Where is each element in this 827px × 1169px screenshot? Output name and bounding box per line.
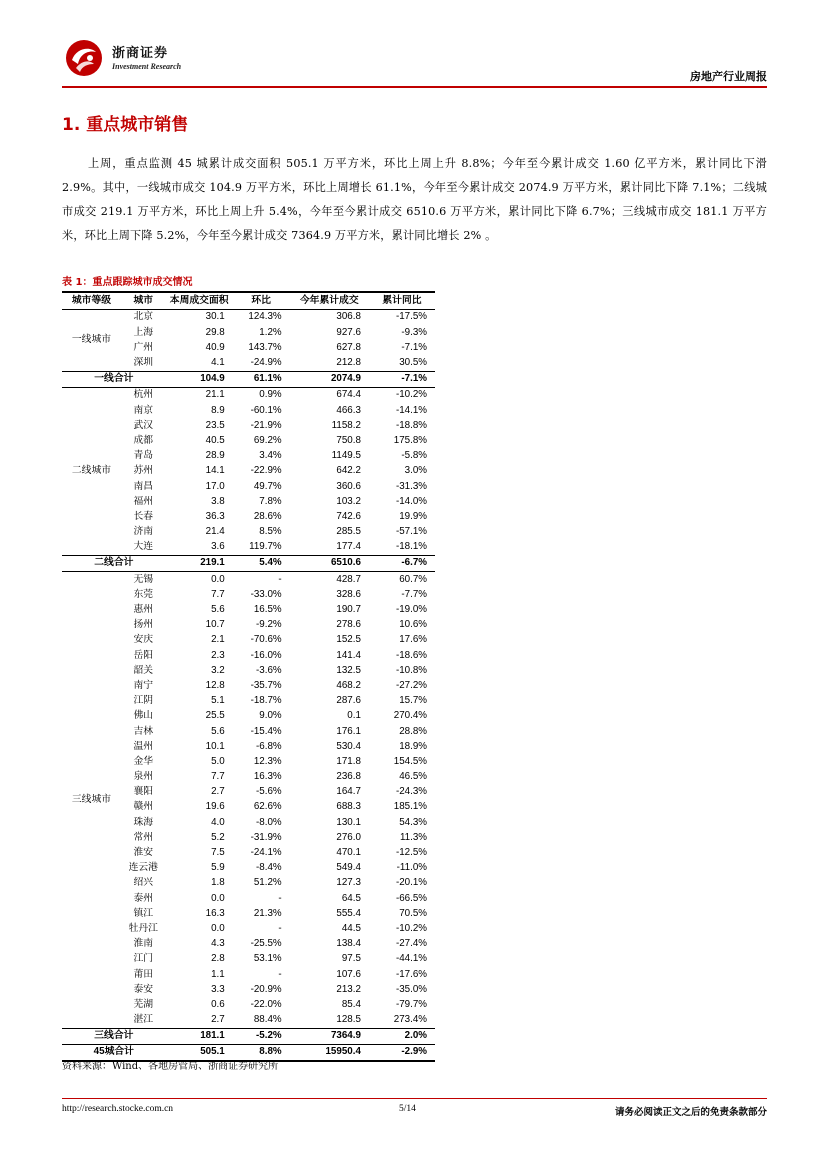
wow-change: 62.6% — [253, 801, 282, 813]
subtotal-ytd-area: 6510.6 — [290, 556, 369, 572]
weekly-area: 2.3 — [211, 649, 225, 661]
ytd-yoy: 273.4% — [393, 1014, 427, 1026]
city-name: 上海 — [133, 326, 154, 338]
city-name: 温州 — [133, 740, 154, 752]
ytd-yoy: 11.3% — [399, 831, 427, 843]
subtotal-ytd-yoy: 2.0% — [369, 1028, 435, 1044]
header-weekly-area: 本周成交面积 — [166, 292, 233, 310]
wow-change: 51.2% — [253, 877, 282, 889]
ytd-area: 127.3 — [336, 877, 361, 889]
table-row — [62, 310, 435, 326]
data-source: 资料来源：Wind、各地房管局、浙商证券研究所 — [62, 1061, 279, 1072]
wow-change: -31.9% — [250, 831, 282, 843]
ytd-yoy: 70.5% — [399, 907, 427, 919]
city-name: 杭州 — [133, 389, 154, 401]
ytd-yoy: -14.1% — [395, 404, 427, 416]
weekly-area: 21.1 — [205, 389, 225, 401]
ytd-area: 642.2 — [336, 465, 361, 477]
ytd-yoy: -12.5% — [395, 847, 427, 859]
wow-change: -22.9% — [250, 465, 282, 477]
city-name: 牡丹江 — [128, 922, 158, 934]
wow-change: -8.0% — [256, 816, 282, 828]
ytd-yoy: 154.5% — [393, 755, 427, 767]
ytd-area: 177.4 — [336, 541, 361, 553]
wow-change: 12.3% — [253, 755, 282, 767]
ytd-area: 466.3 — [336, 404, 361, 416]
wow-change: -8.4% — [256, 862, 282, 874]
city-name: 绍兴 — [133, 877, 154, 889]
city-name: 赣州 — [133, 801, 154, 813]
table-caption: 表 1：重点跟踪城市成交情况 — [62, 277, 193, 288]
wow-change: 119.7% — [249, 541, 282, 553]
weekly-area: 5.1 — [211, 695, 225, 707]
wow-change: 88.4% — [253, 1014, 282, 1026]
wow-change: -21.9% — [250, 419, 282, 431]
city-name: 深圳 — [133, 357, 154, 369]
city-name: 南昌 — [133, 480, 154, 492]
wow-change: 143.7% — [248, 341, 282, 353]
ytd-area: 285.5 — [336, 526, 361, 538]
ytd-area: 44.5 — [341, 922, 361, 934]
city-name: 泉州 — [133, 771, 154, 783]
ytd-yoy: -14.0% — [395, 495, 427, 507]
header-divider — [62, 86, 767, 88]
summary-paragraph: 上周，重点监测 45 城累计成交面积 505.1 万平方米，环比上周上升 8.8%；今年至今累计成交 1.60 亿平方米，累计同比下滑 2.9%。其中，一线城市成交 104.9 万平方米，环比上周增长 61.1%，今年至今累计成交 2074.9 万平方米，累计同比下降 7.1%；二线城市成交 219.1 万平方米，环比上周上升 5.4%，今年至今累计成交 6510.6 万平方米，累计同比下降 6.7%；三线城市成交 181.1 万平方米，环比上周下降 5.2%，今年至今累计成交 7364.9 万平方米，累计同比增长 2% 。 — [62, 157, 767, 242]
city-name: 成都 — [133, 434, 154, 446]
subtotal-label: 二线合计 — [62, 556, 166, 572]
ytd-area: 64.5 — [341, 892, 361, 904]
ytd-yoy: 185.1% — [393, 801, 427, 813]
city-name: 济南 — [133, 526, 154, 538]
ytd-yoy: -35.0% — [395, 983, 427, 995]
wow-change: 53.1% — [253, 953, 282, 965]
ytd-area: 212.8 — [336, 357, 361, 369]
wow-change: - — [278, 968, 282, 980]
header-wow: 环比 — [233, 292, 290, 310]
subtotal-weekly-area: 219.1 — [166, 556, 233, 572]
wow-change: -20.9% — [250, 983, 282, 995]
wow-change: -22.0% — [250, 998, 282, 1010]
grand-total-wow-change: 8.8% — [233, 1045, 290, 1062]
weekly-area: 3.2 — [211, 664, 225, 676]
weekly-area: 3.3 — [211, 983, 225, 995]
ytd-yoy: -18.6% — [395, 649, 427, 661]
weekly-area: 7.7 — [211, 588, 225, 600]
ytd-yoy: -27.2% — [395, 679, 427, 691]
ytd-area: 97.5 — [341, 953, 361, 965]
weekly-area: 7.7 — [211, 771, 225, 783]
weekly-area: 5.6 — [211, 604, 225, 616]
subtotal-wow-change: 61.1% — [233, 371, 290, 387]
weekly-area: 5.9 — [211, 862, 225, 874]
ytd-area: 555.4 — [336, 907, 361, 919]
ytd-area: 213.2 — [336, 983, 361, 995]
ytd-area: 287.6 — [336, 695, 361, 707]
ytd-area: 164.7 — [336, 786, 361, 798]
subtotal-label: 三线合计 — [62, 1028, 166, 1044]
city-name: 岳阳 — [133, 649, 154, 661]
page-header — [62, 36, 767, 86]
ytd-area: 138.4 — [336, 938, 361, 950]
wow-change: - — [278, 892, 282, 904]
wow-change: -35.7% — [250, 679, 282, 691]
city-name: 莆田 — [133, 968, 154, 980]
ytd-area: 130.1 — [336, 816, 361, 828]
city-name: 武汉 — [133, 419, 154, 431]
ytd-yoy: -17.5% — [395, 311, 427, 323]
tier-label: 二线城市 — [71, 465, 112, 477]
subtotal-row — [62, 371, 435, 387]
wow-change: -60.1% — [250, 404, 282, 416]
ytd-yoy: 18.9% — [399, 740, 427, 752]
ytd-yoy: -10.2% — [395, 389, 427, 401]
ytd-area: 742.6 — [336, 510, 361, 522]
table-row — [62, 387, 435, 403]
ytd-area: 468.2 — [336, 679, 361, 691]
ytd-yoy: 270.4% — [393, 710, 427, 722]
ytd-area: 85.4 — [341, 998, 361, 1010]
wow-change: 16.5% — [253, 604, 282, 616]
ytd-yoy: 19.9% — [399, 510, 427, 522]
city-name: 南京 — [133, 404, 154, 416]
ytd-area: 428.7 — [336, 573, 361, 585]
grand-total-ytd-area: 15950.4 — [290, 1045, 369, 1062]
section-title: 1. 重点城市销售 — [62, 115, 189, 135]
ytd-area: 530.4 — [336, 740, 361, 752]
weekly-area: 19.6 — [205, 801, 225, 813]
ytd-yoy: 15.7% — [399, 695, 427, 707]
ytd-area: 171.8 — [336, 755, 361, 767]
weekly-area: 2.7 — [211, 786, 225, 798]
table-header-row — [62, 292, 435, 310]
ytd-yoy: -17.6% — [395, 968, 427, 980]
city-name: 安庆 — [133, 634, 154, 646]
ytd-area: 236.8 — [336, 771, 361, 783]
wow-change: -24.1% — [250, 847, 282, 859]
city-name: 泰安 — [133, 983, 154, 995]
city-name: 无锡 — [133, 573, 154, 585]
weekly-area: 0.6 — [211, 998, 225, 1010]
ytd-area: 688.3 — [336, 801, 361, 813]
ytd-area: 276.0 — [336, 831, 361, 843]
ytd-area: 190.7 — [336, 604, 361, 616]
wow-change: 3.4% — [259, 450, 282, 462]
ytd-yoy: -20.1% — [395, 877, 427, 889]
wow-change: -18.7% — [250, 695, 282, 707]
weekly-area: 7.5 — [211, 847, 225, 859]
weekly-area: 3.6 — [211, 541, 225, 553]
city-name: 扬州 — [133, 619, 154, 631]
subtotal-ytd-area: 2074.9 — [290, 371, 369, 387]
city-name: 淮南 — [133, 938, 154, 950]
ytd-area: 107.6 — [336, 968, 361, 980]
wow-change: 28.6% — [253, 510, 282, 522]
wow-change: -24.9% — [250, 357, 282, 369]
ytd-area: 132.5 — [336, 664, 361, 676]
weekly-area: 30.1 — [205, 311, 225, 323]
wow-change: -33.0% — [250, 588, 282, 600]
subtotal-label: 一线合计 — [62, 371, 166, 387]
weekly-area: 25.5 — [205, 710, 225, 722]
header-city: 城市 — [121, 292, 166, 310]
ytd-yoy: -44.1% — [395, 953, 427, 965]
logo-english-name: Investment Research — [112, 62, 182, 71]
weekly-area: 1.1 — [211, 968, 225, 980]
ytd-area: 306.8 — [336, 311, 361, 323]
wow-change: 21.3% — [253, 907, 282, 919]
wow-change: 8.5% — [259, 526, 282, 538]
city-name: 常州 — [133, 831, 154, 843]
city-name: 泰州 — [133, 892, 154, 904]
weekly-area: 4.1 — [211, 357, 225, 369]
wow-change: -70.6% — [250, 634, 282, 646]
footer-divider — [62, 1098, 767, 1099]
weekly-area: 16.3 — [205, 907, 225, 919]
weekly-area: 36.3 — [205, 510, 225, 522]
wow-change: - — [278, 922, 282, 934]
city-name: 芜湖 — [133, 998, 154, 1010]
weekly-area: 21.4 — [205, 526, 225, 538]
ytd-yoy: -9.3% — [401, 326, 427, 338]
city-name: 韶关 — [133, 664, 154, 676]
ytd-yoy: 54.3% — [399, 816, 427, 828]
ytd-area: 0.1 — [347, 710, 361, 722]
weekly-area: 5.0 — [211, 755, 225, 767]
ytd-yoy: -7.7% — [401, 588, 427, 600]
weekly-area: 8.9 — [211, 404, 225, 416]
ytd-yoy: -27.4% — [395, 938, 427, 950]
ytd-yoy: -79.7% — [395, 998, 427, 1010]
ytd-area: 152.5 — [336, 634, 361, 646]
ytd-area: 674.4 — [336, 389, 361, 401]
subtotal-ytd-area: 7364.9 — [290, 1028, 369, 1044]
city-name: 淮安 — [133, 847, 154, 859]
grand-total-weekly-area: 505.1 — [166, 1045, 233, 1062]
city-name: 苏州 — [133, 465, 154, 477]
ytd-area: 927.6 — [336, 326, 361, 338]
ytd-yoy: -18.1% — [395, 541, 427, 553]
tier-label: 一线城市 — [71, 334, 112, 346]
ytd-yoy: -24.3% — [395, 786, 427, 798]
subtotal-weekly-area: 181.1 — [166, 1028, 233, 1044]
wow-change: 49.7% — [253, 480, 282, 492]
city-name: 珠海 — [133, 816, 154, 828]
ytd-yoy: 17.6% — [399, 634, 427, 646]
ytd-yoy: -5.8% — [401, 450, 427, 462]
ytd-yoy: -66.5% — [395, 892, 427, 904]
ytd-yoy: 28.8% — [399, 725, 427, 737]
subtotal-weekly-area: 104.9 — [166, 371, 233, 387]
ytd-yoy: 175.8% — [393, 434, 427, 446]
weekly-area: 3.8 — [211, 495, 225, 507]
ytd-area: 328.6 — [336, 588, 361, 600]
ytd-yoy: 30.5% — [399, 357, 427, 369]
ytd-yoy: -57.1% — [395, 526, 427, 538]
ytd-area: 176.1 — [336, 725, 361, 737]
report-type: 房地产行业周报 — [690, 70, 767, 83]
city-name: 连云港 — [128, 862, 158, 874]
weekly-area: 0.0 — [211, 573, 225, 585]
ytd-yoy: -10.8% — [395, 664, 427, 676]
subtotal-wow-change: 5.4% — [233, 556, 290, 572]
ytd-yoy: 3.0% — [404, 465, 427, 477]
weekly-area: 12.8 — [205, 679, 225, 691]
weekly-area: 10.7 — [205, 619, 225, 631]
city-name: 青岛 — [133, 450, 154, 462]
table-row — [62, 572, 435, 588]
grand-total-label: 45城合计 — [62, 1045, 166, 1062]
zheshang-logo-icon — [64, 38, 104, 78]
ytd-area: 627.8 — [336, 341, 361, 353]
city-name: 吉林 — [133, 725, 154, 737]
ytd-area: 470.1 — [336, 847, 361, 859]
wow-change: 16.3% — [253, 771, 282, 783]
city-name: 襄阳 — [133, 786, 154, 798]
weekly-area: 2.7 — [211, 1014, 225, 1026]
city-name: 北京 — [133, 311, 154, 323]
footer-url[interactable]: http://research.stocke.com.cn — [62, 1104, 174, 1114]
city-name: 镇江 — [133, 907, 154, 919]
weekly-area: 4.0 — [211, 816, 225, 828]
wow-change: -3.6% — [256, 664, 282, 676]
ytd-area: 1149.5 — [331, 450, 361, 462]
weekly-area: 17.0 — [205, 480, 225, 492]
wow-change: 1.2% — [259, 326, 282, 338]
ytd-yoy: -18.8% — [395, 419, 427, 431]
wow-change: 0.9% — [259, 389, 282, 401]
city-sales-table — [62, 291, 435, 1062]
weekly-area: 1.8 — [211, 877, 225, 889]
wow-change: -5.6% — [256, 786, 282, 798]
subtotal-wow-change: -5.2% — [233, 1028, 290, 1044]
wow-change: -25.5% — [250, 938, 282, 950]
wow-change: 124.3% — [248, 311, 282, 323]
wow-change: 9.0% — [259, 710, 282, 722]
weekly-area: 40.9 — [205, 341, 225, 353]
weekly-area: 29.8 — [205, 326, 225, 338]
city-name: 南宁 — [133, 679, 154, 691]
city-name: 江阴 — [133, 695, 154, 707]
wow-change: 69.2% — [253, 434, 282, 446]
weekly-area: 4.3 — [211, 938, 225, 950]
city-name: 湛江 — [133, 1014, 154, 1026]
ytd-yoy: -10.2% — [395, 922, 427, 934]
weekly-area: 5.6 — [211, 725, 225, 737]
weekly-area: 10.1 — [205, 740, 225, 752]
ytd-area: 128.5 — [336, 1014, 361, 1026]
subtotal-ytd-yoy: -6.7% — [369, 556, 435, 572]
footer-disclaimer: 请务必阅读正文之后的免责条款部分 — [614, 1107, 767, 1118]
wow-change: -6.8% — [256, 740, 282, 752]
subtotal-ytd-yoy: -7.1% — [369, 371, 435, 387]
wow-change: 7.8% — [259, 495, 282, 507]
ytd-area: 360.6 — [336, 480, 361, 492]
ytd-area: 141.4 — [336, 649, 361, 661]
ytd-area: 103.2 — [336, 495, 361, 507]
ytd-area: 750.8 — [336, 434, 361, 446]
weekly-area: 0.0 — [211, 892, 225, 904]
ytd-area: 1158.2 — [331, 419, 361, 431]
city-name: 惠州 — [133, 604, 154, 616]
grand-total-ytd-yoy: -2.9% — [369, 1045, 435, 1062]
weekly-area: 14.1 — [205, 465, 225, 477]
wow-change: -16.0% — [250, 649, 282, 661]
city-name: 东莞 — [133, 588, 154, 600]
ytd-area: 278.6 — [336, 619, 361, 631]
weekly-area: 2.8 — [211, 953, 225, 965]
wow-change: -9.2% — [256, 619, 282, 631]
ytd-yoy: 46.5% — [399, 771, 427, 783]
city-name: 金华 — [133, 755, 154, 767]
page-number: 5/14 — [399, 1104, 416, 1114]
header-ytd: 今年累计成交 — [290, 292, 369, 310]
ytd-yoy: 60.7% — [399, 573, 427, 585]
ytd-yoy: 10.6% — [399, 619, 427, 631]
ytd-yoy: -31.3% — [395, 480, 427, 492]
header-tier: 城市等级 — [62, 292, 121, 310]
logo-chinese-name: 浙商证券 — [112, 46, 169, 61]
subtotal-row — [62, 1028, 435, 1044]
weekly-area: 40.5 — [205, 434, 225, 446]
wow-change: - — [278, 573, 282, 585]
ytd-yoy: -19.0% — [395, 604, 427, 616]
weekly-area: 0.0 — [211, 922, 225, 934]
city-name: 长春 — [133, 510, 154, 522]
header-yoy: 累计同比 — [369, 292, 435, 310]
ytd-yoy: -11.0% — [396, 862, 427, 874]
ytd-yoy: -7.1% — [401, 341, 427, 353]
city-name: 广州 — [133, 341, 154, 353]
weekly-area: 28.9 — [205, 450, 225, 462]
city-name: 江门 — [133, 953, 154, 965]
city-name: 大连 — [133, 541, 154, 553]
ytd-area: 549.4 — [336, 862, 361, 874]
weekly-area: 2.1 — [211, 634, 225, 646]
subtotal-row — [62, 556, 435, 572]
wow-change: -15.4% — [250, 725, 282, 737]
weekly-area: 5.2 — [211, 831, 225, 843]
city-name: 佛山 — [133, 710, 154, 722]
weekly-area: 23.5 — [205, 419, 225, 431]
tier-label: 三线城市 — [71, 793, 112, 805]
city-name: 福州 — [133, 495, 154, 507]
